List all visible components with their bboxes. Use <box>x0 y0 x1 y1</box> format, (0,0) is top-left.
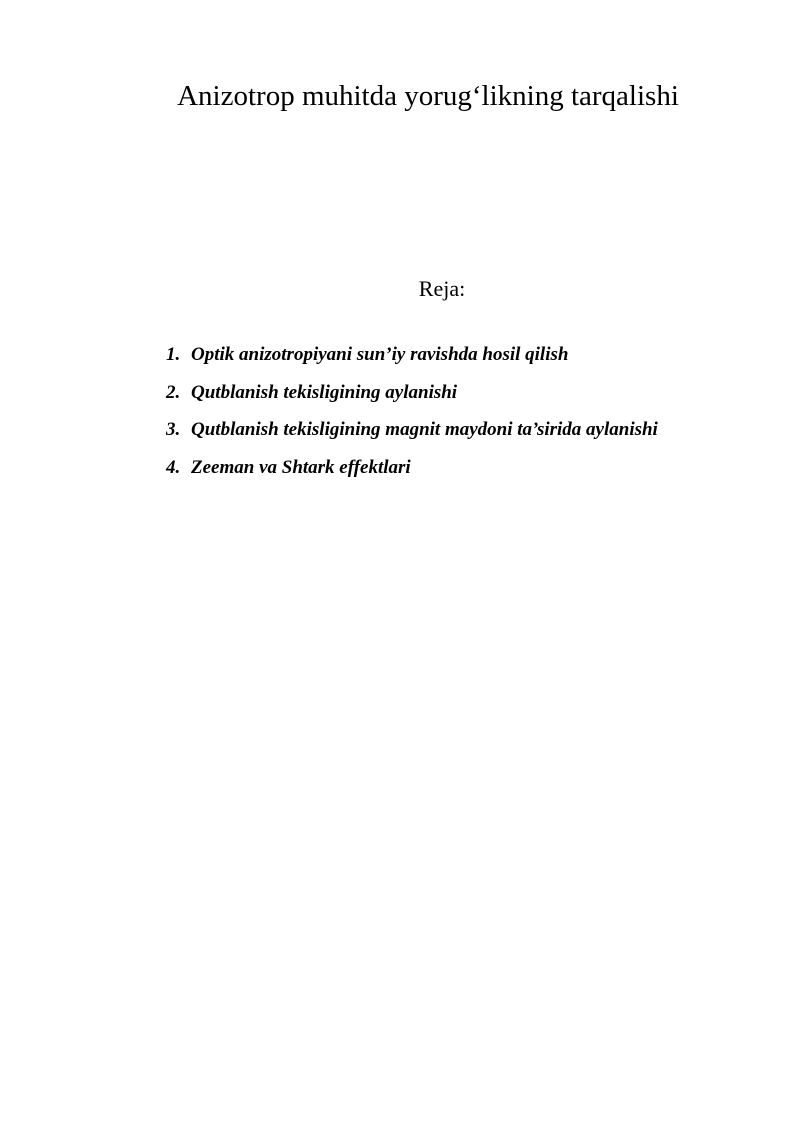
plan-item-text: Qutblanish tekisligining aylanishi <box>191 381 458 403</box>
plan-item-number: 1. <box>166 344 181 365</box>
document-title: Anizotrop muhitda yorug‘likning tarqalishi <box>177 80 679 112</box>
plan-item-2 <box>166 382 658 420</box>
plan-item-4 <box>166 457 658 495</box>
plan-item-text: Qutblanish tekisligining magnit maydoni ta’sirida aylanishi <box>191 419 658 440</box>
plan-item-1 <box>166 344 658 382</box>
plan-list <box>166 344 658 494</box>
plan-heading: Reja: <box>418 276 466 301</box>
plan-item-text: Optik anizotropiyani sun’iy ravishda hosil qilish <box>191 344 569 365</box>
plan-item-number: 4. <box>166 456 181 478</box>
plan-item-number: 3. <box>166 419 181 440</box>
plan-item-text: Zeeman va Shtark effektlari <box>191 456 411 478</box>
plan-item-3 <box>166 419 658 457</box>
plan-item-number: 2. <box>166 381 181 403</box>
